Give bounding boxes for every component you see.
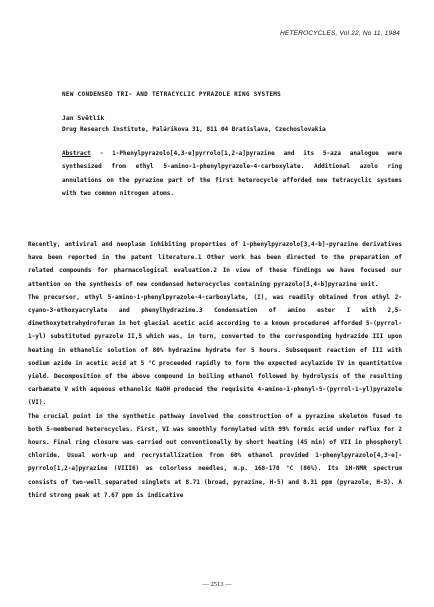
author-affiliation: Drug Research Institute, Palárikova 31, 811 04 Bratislava, Czechoslovakia — [62, 126, 326, 133]
paragraph-intro: Recently, antiviral and neoplasm inhibiting properties of 1-phenylpyrazolo[3,4-b]-pyrazine derivatives have been reported in the patent literature.1 Other work has been directed to the preparation of related compounds for pharmacological evaluation.2 In view of these findings we have focused our attention on the synthesis of new condensed heterocycles containing pyrazolo[3,4-b]pyrazine unit. — [28, 241, 402, 288]
body-text — [28, 238, 402, 502]
journal-header: HETEROCYCLES, Vol 22, No 11, 1984 — [279, 30, 400, 37]
abstract-label: Abstract — [62, 150, 91, 157]
article-title: NEW CONDENSED TRI- AND TETRACYCLIC PYRAZOLE RING SYSTEMS — [62, 91, 282, 98]
abstract — [62, 147, 402, 201]
paragraph-precursor: The precursor, ethyl 5-amino-1-phenylpyrazole-4-carboxylate, (I), was readily obtained from ethyl 2-cyano-3-ethoxyacrylate and phenylhydrazine.3 Condensation of amino ester I with 2,5-dimethoxytetrahydrofuran in hot glacial acetic acid according to a known procedure4 afforded 5-(pyrrol-1-yl) substituted pyrazole II,5 which was, in turn, converted to the corresponding hydrazide III upon heating in ethanolic solution of 80% hydrazine hydrate for 5 hours. Subsequent reaction of III with sodium azide in acetic acid at 5 °C proceeded rapidly to form the expected acylazide IV in quantitative yield. Decomposition of the above compound in boiling ethanol followed by hydrolysis of the resulting carbamate V with aqueous ethanolic NaOH produced the requisite 4-amino-1-phenyl-5-(pyrrol-1-yl)pyrazole (VI). — [28, 293, 402, 407]
abstract-text: - 1-Phenylpyrazolo[4,3-e]pyrrolo[1,2-a]pyrazine and its 5-aza analogue were synthesized from ethyl 5-amino-1-phenylpyrazole-4-carboxylate. Additional azolo ring annulations on the pyrazine part of the first heterocycle afforded new tetracyclic systems with two common nitrogen atoms. — [62, 150, 402, 198]
paragraph-pathway: The crucial point in the synthetic pathway involved the construction of a pyrazine skeleton fused to both 5-membered heterocycles. First, VI was smoothly formylated with 99% formic acid under reflux for 2 hours. Final ring closure was carried out conventionally by short heating (45 min) of VII in phosphoryl chloride. Usual work-up and recrystallization from 60% ethanol provided 1-phenylpyrazolo[4,3-e]-pyrrolo[1,2-a]pyrazine (VIII6) as colorless needles, m.p. 168-170 °C (86%). Its 1H-NMR spectrum consists of two-well separated singlets at 8.71 (broad, pyrazine, H-5) and 8.31 ppm (pyrazole, H-3). A third strong peak at 7.67 ppm is indicative — [28, 412, 402, 499]
author-name: Jan Světlík — [62, 114, 105, 122]
page-number: — 2513 — — [202, 581, 232, 588]
